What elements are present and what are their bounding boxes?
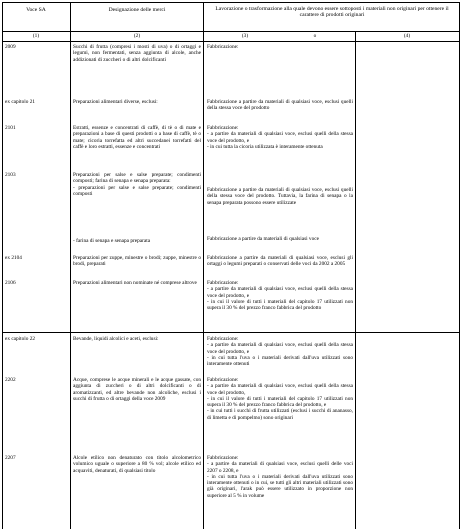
column-number-3: (3) [241, 33, 249, 39]
header-col1: Voce SA [26, 7, 46, 13]
table-border-left [2, 2, 3, 529]
row-designation: Estratti, essenze e concentrati di caffè, di tè o di mate e preparazioni a base di questi prodotti o a base di caffè, tè o mate; cicoria torrefatta ed altri succedanei torrefatti del caffè e loro estratti, essenze e concentrati [73, 125, 201, 150]
row-designation: Preparazioni alimentari diverse, esclusi: [73, 99, 158, 105]
header-col34: Lavorazione o trasformazione alla quale devono essere sottoposti i materiali non originari per ottenere il carattere di prodotti originari [215, 6, 449, 19]
table-border-top [2, 2, 460, 3]
row-code: 2202 [5, 377, 16, 383]
column-number-2: (2) [133, 33, 141, 39]
row-code: 2103 [5, 172, 16, 178]
row-code: 2207 [5, 455, 16, 461]
row-processing: Fabbricazione: - a partire da materiali di qualsiasi voce, esclusi quelli della stessa voce del prodotto, e - in cui tutta l'uva o i materiali derivati dall'uva utilizzati sono interamente ottenuti [207, 336, 353, 368]
header-divider [2, 31, 460, 32]
row-code: 2106 [5, 280, 16, 286]
row-processing: Fabbricazione: - a partire da materiali di qualsiasi voce, esclusi quelli della stessa voce del prodotto, e - in cui tutta la cicoria utilizzata è interamente ottenuta [207, 125, 353, 150]
row-code: ex 2104 [5, 255, 22, 261]
row-designation: Preparazioni per zuppe, minestre o brodi; zuppe, minestre o brodi, preparati [73, 255, 201, 268]
row-processing: Fabbricazione a partire da materiali di qualsiasi voce, esclusi quelli della stessa voce del prodotto [207, 99, 353, 112]
table-border-right [459, 2, 460, 529]
column-divider-1 [70, 2, 71, 529]
row-designation: - farina di senapa e senapa preparata [73, 238, 151, 244]
row-code: ex capitolo 22 [5, 336, 36, 342]
row-designation: Alcole etilico non denaturato con titolo alcolometrico volumico uguale o superiore a 80 % vol; alcole etilico ed acquaviti, denaturati, di qualsiasi titolo [73, 455, 201, 474]
row-designation: Preparazioni alimentari non nominate né comprese altrove [73, 280, 197, 286]
column-number-4: (4) [403, 33, 411, 39]
row-code: 2101 [5, 125, 16, 131]
row-processing: Fabbricazione a partire da materiali di qualsiasi voce [207, 236, 319, 242]
row-code: ex capitolo 21 [5, 99, 36, 105]
row-designation: Acque, comprese le acque minerali e le acque gassate, con aggiunta di zuccheri o di altri dolcificanti o di aromatizzanti, ed altre bevande non alcoliche, esclusi i succhi di frutta o di ortaggi della voce 2009 [73, 377, 201, 402]
row-designation: Bevande, liquidi alcolici e aceti, esclusi: [73, 336, 159, 342]
row-processing: Fabbricazione: - a partire da materiali di qualsiasi voce, esclusi quelli delle voci 2207 o 2208, e - in cui tutta l'uva o i materiali derivati dall'uva utilizzati sono interamente ottenuti o in cui, se tutti gli altri materiali utilizzati sono già originari, l'arak può essere utilizzato in proporzione non superiore al 5 % in volume [207, 455, 353, 499]
column-number-1: (1) [32, 33, 40, 39]
row-designation: Preparazioni per salse e salse preparate; condimenti composti; farina di senapa e senapa preparata: - preparazioni per salse e salse preparate; condimenti composti [73, 172, 201, 197]
column-divider-3 [355, 31, 356, 529]
row-processing: Fabbricazione: [207, 44, 239, 50]
column-separator-or: o [313, 33, 317, 39]
row-processing: Fabbricazione: - a partire da materiali di qualsiasi voce, esclusi quelli della stessa voce del prodotto, - in cui il valore di tutti i materiali del capitolo 17 utilizzati non supera il 30 % del prezzo franco fabbrica del prodotto, e - in cui tutti i succhi di frutta utilizzati (esclusi i succhi di ananasso, di limetta e di pompelmo) sono originari [207, 377, 353, 421]
numbering-divider [2, 41, 460, 42]
row-designation: Succhi di frutta (compresi i mosti di uva) o di ortaggi e legumi, non fermentati, senza aggiunta di alcole, anche addizionati di zuccheri o di altri dolcificanti [73, 44, 201, 63]
header-col2: Designazione delle merci [108, 7, 166, 13]
column-divider-2 [203, 2, 204, 529]
row-processing: Fabbricazione a partire da materiali di qualsiasi voce, esclusi quelli della stessa voce del prodotto. Tuttavia, la farina di senapa o la senapa preparata possono essere utilizzate [207, 187, 353, 206]
row-processing: Fabbricazione: - a partire da materiali di qualsiasi voce, esclusi quelli della stessa voce del prodotto, e - in cui il valore di tutti i materiali del capitolo 17 utilizzati non supera il 30 % del prezzo franco fabbrica del prodotto [207, 280, 353, 312]
chapter-divider [2, 332, 460, 333]
row-code: 2009 [5, 44, 16, 50]
row-processing: Fabbricazione a partire da materiali di qualsiasi voce, esclusi gli ortaggi o legumi preparati o conservati delle voci da 2002 a 2005 [207, 255, 353, 268]
